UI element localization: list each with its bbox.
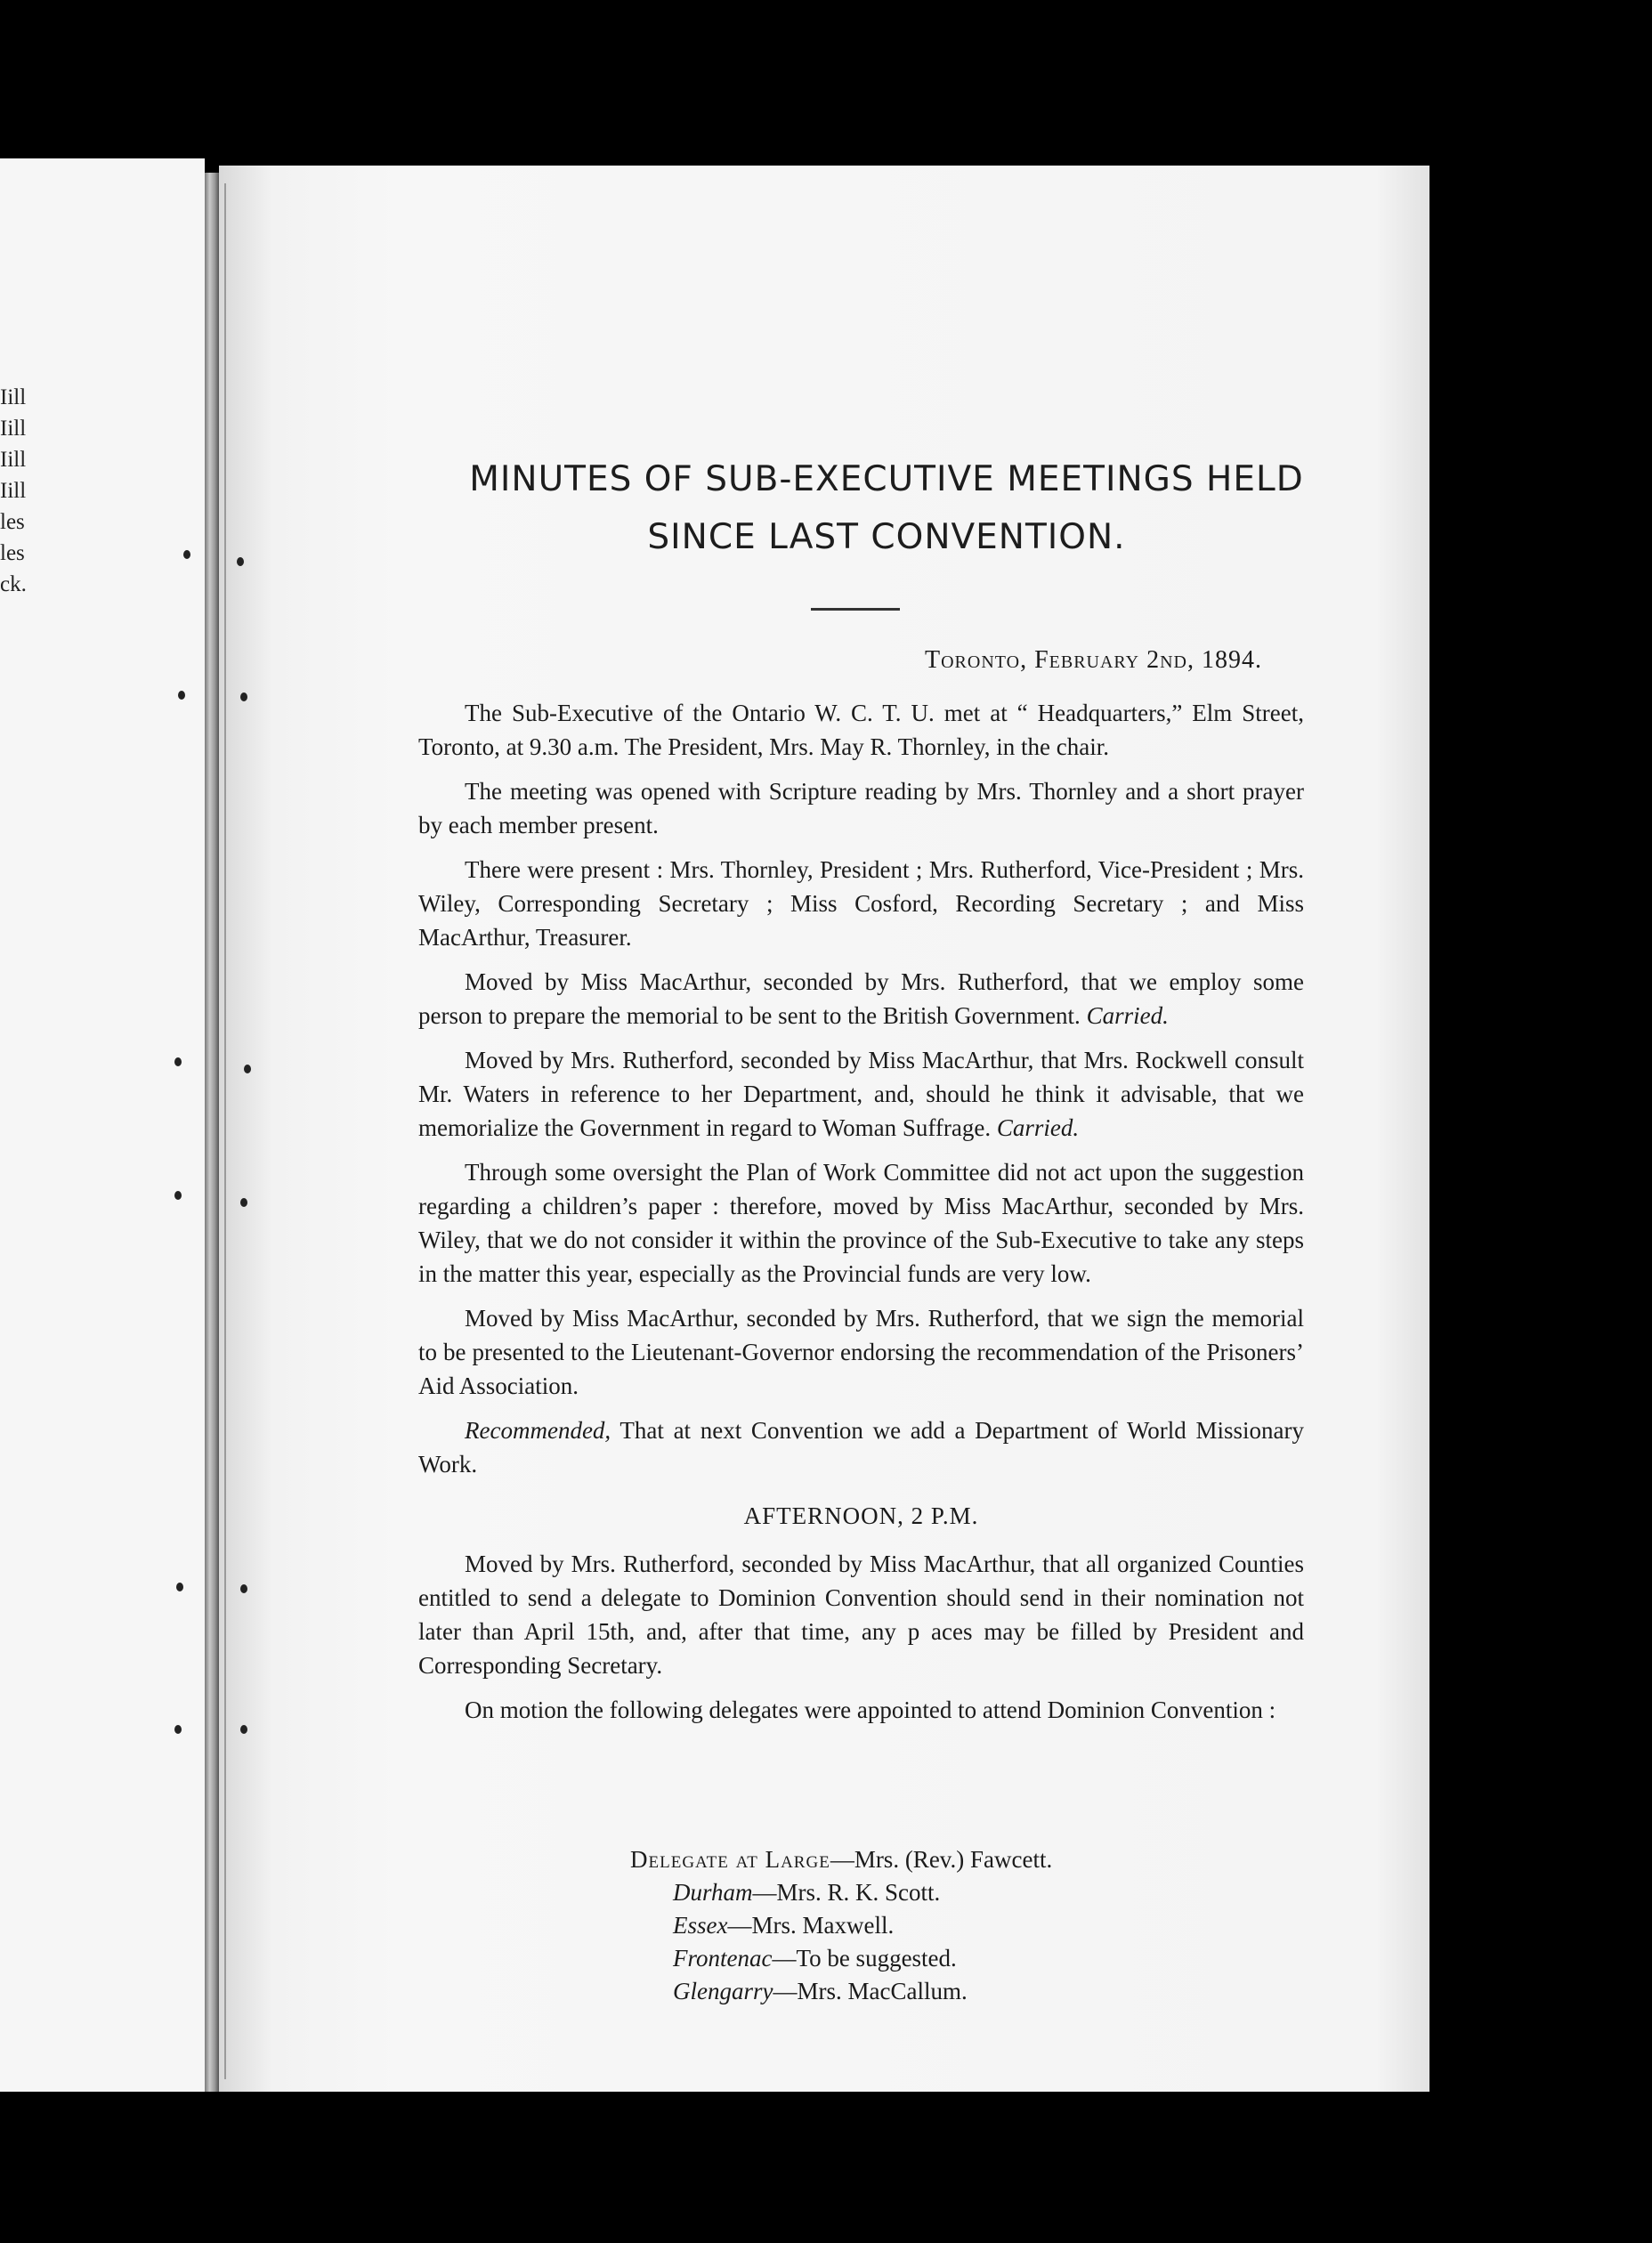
delegate-county: Durham — [673, 1879, 753, 1906]
delegate-entry — [630, 1876, 1052, 1909]
page-title-line-1: MINUTES OF SUB-EXECUTIVE MEETINGS HELD — [469, 459, 1304, 499]
paragraph — [418, 965, 1304, 1032]
delegate-entry — [630, 1942, 1052, 1975]
delegate-name: —To be suggested. — [772, 1945, 957, 1972]
left-fragment: les — [0, 510, 25, 534]
recommendation-text: That at next Convention we add a Department of World Missionary Work. — [418, 1417, 1304, 1478]
delegate-name: —Mrs. R. K. Scott. — [752, 1879, 941, 1906]
left-page-text-fragments — [0, 383, 53, 601]
paragraph: There were present : Mrs. Thornley, President ; Mrs. Rutherford, Vice-President ; Mrs. Wiley, Corresponding Secretary ; Miss Cosford, Recording Secretary ; and Miss MacArthur, Treasurer. — [418, 856, 1304, 951]
carried-label: Carried. — [1086, 1002, 1169, 1029]
binding-hole-mark — [237, 557, 244, 566]
page-fold-line — [224, 183, 226, 2079]
left-fragment: Iill — [0, 417, 27, 441]
binding-hole-mark — [240, 1584, 247, 1593]
delegate-list — [630, 1843, 1052, 2008]
binding-hole-mark — [174, 1057, 182, 1066]
binding-hole-mark — [240, 692, 247, 701]
paragraph: The Sub-Executive of the Ontario W. C. T. U. met at “ Headquarters,” Elm Street, Toronto, at 9.30 a.m. The President, Mrs. May R. Thornley, in the chair. — [418, 700, 1304, 760]
delegate-entry — [630, 1909, 1052, 1942]
afternoon-heading: AFTERNOON, 2 P.M. — [743, 1502, 979, 1529]
title-divider — [811, 608, 900, 611]
delegate-county: Frontenac — [673, 1945, 773, 1972]
carried-label: Carried. — [996, 1114, 1080, 1141]
delegate-name: —Mrs. MacCallum. — [773, 1978, 968, 2004]
binding-hole-mark — [244, 1065, 251, 1073]
paragraph: On motion the following delegates were appointed to attend Dominion Convention : — [465, 1696, 1276, 1723]
left-page — [0, 158, 205, 2092]
left-fragment: Iill — [0, 385, 27, 409]
recommended-label: Recommended, — [465, 1417, 611, 1444]
binding-hole-mark — [240, 1725, 247, 1734]
delegate-entry — [630, 1975, 1052, 2008]
book-gutter — [205, 173, 219, 2092]
left-fragment: Iill — [0, 448, 27, 472]
delegate-name: —Mrs. (Rev.) Fawcett. — [830, 1846, 1053, 1873]
paragraph — [418, 1043, 1304, 1145]
minutes-body — [418, 696, 1304, 1737]
delegate-county: Glengarry — [673, 1978, 773, 2004]
right-page — [219, 166, 1429, 2092]
paragraph: The meeting was opened with Scripture reading by Mrs. Thornley and a short prayer by each member present. — [418, 778, 1304, 838]
motion-text: Moved by Miss MacArthur, seconded by Mrs. Rutherford, that we employ some person to prepare the memorial to be sent to the British Government. — [418, 968, 1304, 1029]
delegate-county: Essex — [673, 1912, 728, 1939]
paragraph: Moved by Miss MacArthur, seconded by Mrs. Rutherford, that we sign the memorial to be presented to the Lieutenant-Governor endorsing the recommendation of the Prisoners’ Aid Association. — [418, 1305, 1304, 1399]
delegate-county: Delegate at Large — [630, 1846, 830, 1873]
delegate-entry — [630, 1843, 1052, 1876]
left-fragment: Iill — [0, 479, 27, 503]
dateline: Toronto, February 2nd, 1894. — [925, 646, 1262, 674]
binding-hole-mark — [176, 1583, 183, 1591]
binding-hole-mark — [183, 550, 190, 559]
paragraph: Through some oversight the Plan of Work Committee did not act upon the suggestion regarding a children’s paper : therefore, moved by Miss MacArthur, seconded by Mrs. Wiley, that we do not consider it within the province of the Sub-Executive to take any steps in the matter this year, especially as the Provincial funds are very low. — [418, 1159, 1304, 1287]
delegate-name: —Mrs. Maxwell. — [727, 1912, 895, 1939]
page-title-line-2: SINCE LAST CONVENTION. — [647, 517, 1126, 557]
paragraph — [418, 1413, 1304, 1481]
binding-hole-mark — [174, 1725, 182, 1734]
motion-text: Moved by Mrs. Rutherford, seconded by Miss MacArthur, that Mrs. Rockwell consult Mr. Waters in reference to her Department, and, should he think it advisable, that we memorialize the Government in regard to Woman Suffrage. — [418, 1047, 1304, 1141]
paragraph: Moved by Mrs. Rutherford, seconded by Miss MacArthur, that all organized Counties entitled to send a delegate to Dominion Convention should send in their nomination not later than April 15th, and, after that time, any p aces may be filled by President and Corresponding Secretary. — [418, 1551, 1304, 1679]
binding-hole-mark — [174, 1191, 182, 1200]
left-fragment: les — [0, 541, 25, 565]
binding-hole-mark — [178, 691, 185, 700]
left-fragment: ck. — [0, 572, 27, 596]
binding-hole-mark — [240, 1198, 247, 1207]
